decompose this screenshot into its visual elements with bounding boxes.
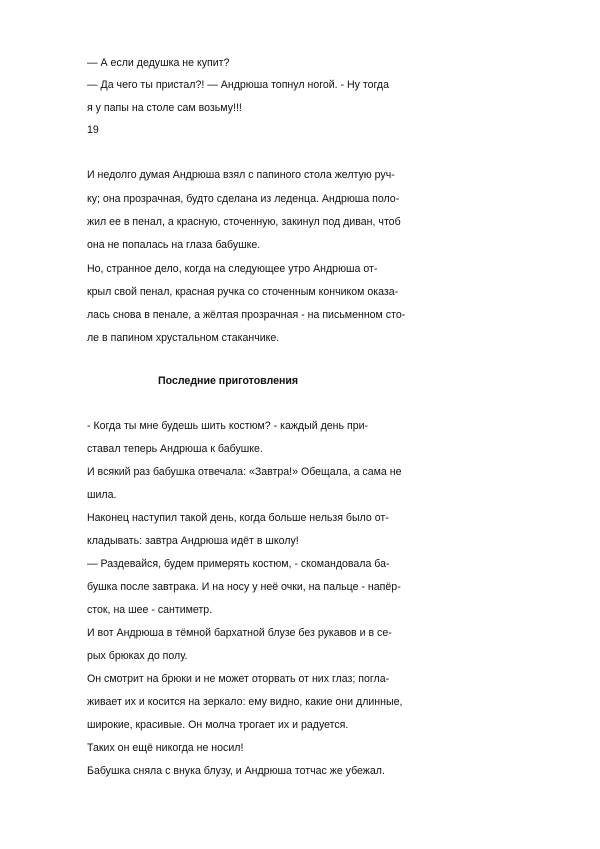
text-line: ку; она прозрачная, будто сделана из леденца. Андрюша поло- — [87, 193, 400, 205]
text-line: крыл свой пенал, красная ручка со сточенным кончиком оказа- — [87, 286, 399, 298]
dialogue-line-1: — А если дедушка не купит? — [87, 57, 230, 69]
text-line: И всякий раз бабушка отвечала: «Завтра!» Обещала, а сама не — [87, 466, 402, 478]
text-line: Но, странное дело, когда на следующее утро Андрюша от- — [87, 263, 378, 275]
text-line: шила. — [87, 489, 117, 501]
text-line: лась снова в пенале, а жёлтая прозрачная - на письменном сто- — [87, 309, 406, 321]
text-line: рых брюках до полу. — [87, 650, 188, 662]
text-line: широкие, красивые. Он молча трогает их и радуется. — [87, 719, 349, 731]
text-line: сток, на шее - сантиметр. — [87, 604, 213, 616]
text-line: - Когда ты мне будешь шить костюм? - каждый день при- — [87, 420, 369, 432]
text-line: Он смотрит на брюки и не может оторвать от них глаз; погла- — [87, 673, 390, 685]
text-line: кладывать: завтра Андрюша идёт в школу! — [87, 535, 299, 547]
text-line: И недолго думая Андрюша взял с папиного стола желтую руч- — [87, 169, 395, 181]
text-line: ле в папином хрустальном стаканчике. — [87, 332, 280, 344]
text-line: жил ее в пенал, а красную, сточенную, закинул под диван, чтоб — [87, 216, 401, 228]
text-line: Наконец наступил такой день, когда больше нельзя было от- — [87, 512, 389, 524]
dialogue-line-3: я у папы на столе сам возьму!!! — [87, 102, 242, 114]
text-line: она не попалась на глаза бабушке. — [87, 239, 261, 251]
text-line: Бабушка сняла с внука блузу, и Андрюша тотчас же убежал. — [87, 765, 385, 777]
text-line: живает их и косится на зеркало: ему видно, какие они длинные, — [87, 696, 403, 708]
text-line: И вот Андрюша в тёмной бархатной блузе без рукавов и в се- — [87, 627, 392, 639]
text-line: ставал теперь Андрюша к бабушке. — [87, 443, 263, 455]
section-heading: Последние приготовления — [158, 375, 299, 387]
text-line: Таких он ещё никогда не носил! — [87, 742, 244, 754]
dialogue-line-2: — Да чего ты пристал?! — Андрюша топнул ногой. - Ну тогда — [87, 79, 389, 91]
text-line: — Раздевайся, будем примерять костюм, - скомандовала ба- — [87, 558, 390, 570]
page-number: 19 — [87, 124, 99, 136]
text-line: бушка после завтрака. И на носу у неё очки, на пальце - напёр- — [87, 581, 401, 593]
